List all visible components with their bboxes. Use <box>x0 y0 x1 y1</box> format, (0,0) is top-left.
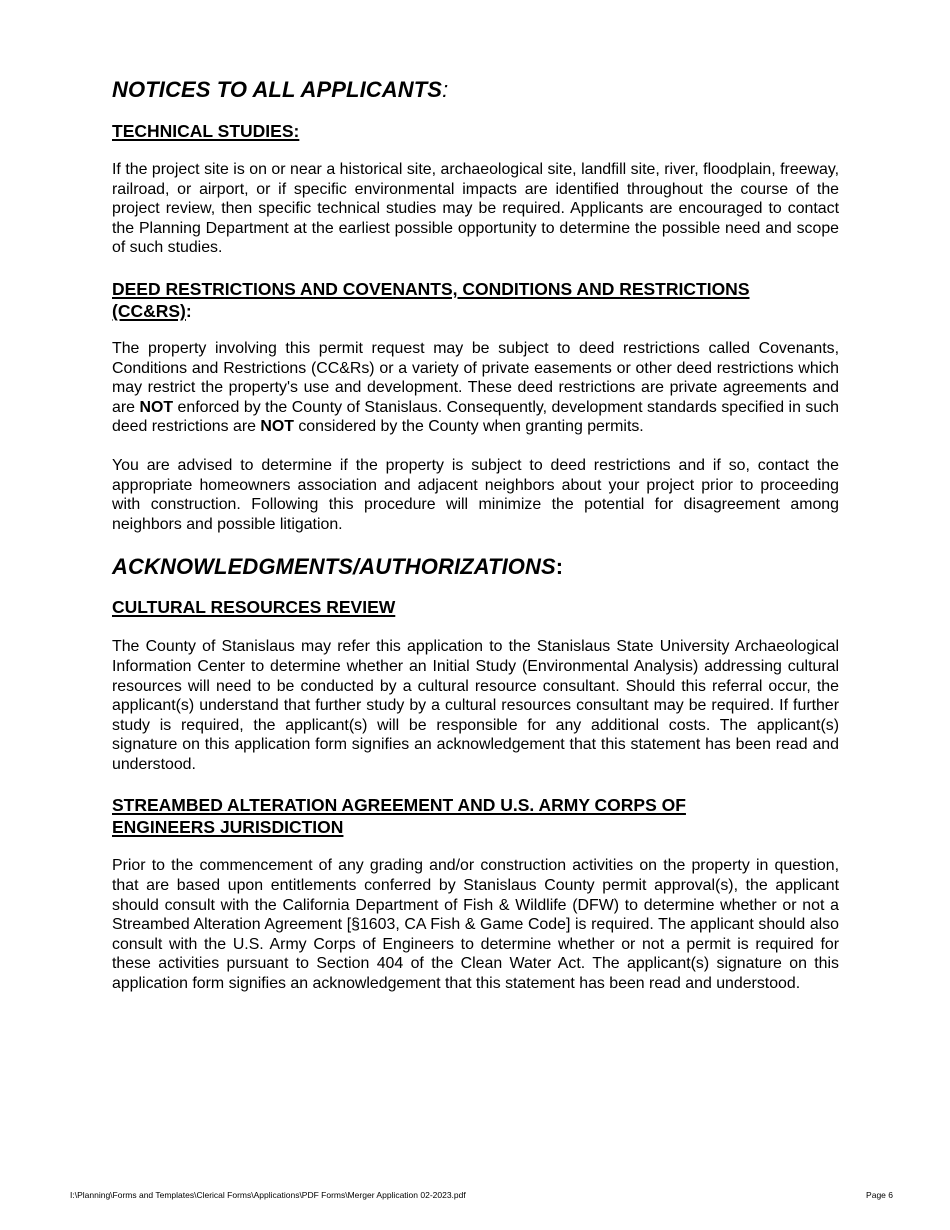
technical-studies-title-text: TECHNICAL STUDIES: <box>112 121 300 141</box>
deed-restrictions-title-line2: (CC&RS) <box>112 300 186 321</box>
deed-restrictions-body-1 <box>112 339 839 437</box>
deed-p1-bold2: NOT <box>260 418 294 436</box>
streambed-title-line1: STREAMBED ALTERATION AGREEMENT AND U.S. ARMY CORPS OF <box>112 795 686 816</box>
notices-heading-text: NOTICES TO ALL APPLICANTS <box>112 77 443 102</box>
cultural-resources-body: The County of Stanislaus may refer this application to the Stanislaus State University Archaeological Information Center to determine whether an Initial Study (Environmental Analysis) addressing cultural resources will need to be conducted by a cultural resource consultant. Should this referral occur, the applicant(s) understand that further study by a cultural resources consultant may be required. If further study is required, the applicant(s) will be responsible for any additional costs. The applicant(s) signature on this application form signifies an acknowledgement that this statement has been read and understood. <box>112 638 839 773</box>
deed-p1-part2: enforced by the County of Stanislaus. Consequently, development standards specified in such deed restrictions are <box>112 398 839 436</box>
footer-file-path: I:\Planning\Forms and Templates\Clerical Forms\Applications\PDF Forms\Merger Application 02-2023.pdf <box>70 1190 466 1200</box>
footer-page-number: Page 6 <box>866 1190 893 1200</box>
deed-p1-part3: considered by the County when granting permits. <box>293 418 644 436</box>
deed-restrictions-title-line1: DEED RESTRICTIONS AND COVENANTS, CONDITIONS AND RESTRICTIONS <box>112 278 750 299</box>
deed-p1-bold1: NOT <box>139 398 174 416</box>
technical-studies-title <box>112 120 839 142</box>
streambed-title-line2: ENGINEERS JURISDICTION <box>112 817 344 838</box>
deed-restrictions-title-colon: : <box>185 300 192 321</box>
deed-restrictions-title <box>112 278 839 322</box>
acknowledgments-heading-colon: : <box>555 554 564 580</box>
acknowledgments-heading-text: ACKNOWLEDGMENTS/AUTHORIZATIONS <box>112 554 556 580</box>
notices-heading <box>112 76 839 104</box>
technical-studies-body: If the project site is on or near a historical site, archaeological site, landfill site, river, floodplain, freeway, railroad, or airport, or if specific environmental impacts are identified throughout the course of the project review, then specific technical studies may be required. Applicants are encouraged to contact the Planning Department at the earliest possible opportunity to determine the possible need and scope of such studies. <box>112 161 839 257</box>
cultural-resources-title-text: CULTURAL RESOURCES REVIEW <box>112 597 396 618</box>
deed-p1-part1: The property involving this permit request may be subject to deed restrictions called Covenants, Conditions and Restrictions (CC&Rs) or a variety of private easements or other deed restrictions which may restrict the property's use and development. These deed restrictions are private agreements and are <box>112 339 839 416</box>
acknowledgments-heading <box>112 553 839 581</box>
notices-heading-colon: : <box>442 77 449 102</box>
document-page <box>112 76 839 994</box>
streambed-title <box>112 794 839 838</box>
cultural-resources-title <box>112 596 839 618</box>
streambed-body: Prior to the commencement of any grading and/or construction activities on the property in question, that are based upon entitlements conferred by Stanislaus County permit approval(s), the applicant should consult with the California Department of Fish & Wildlife (DFW) to determine whether or not a Streambed Alteration Agreement [§1603, CA Fish & Game Code] is required. The applicant should also consult with the U.S. Army Corps of Engineers to determine whether or not a permit is required for these activities pursuant to Section 404 of the Clean Water Act. The applicant(s) signature on this application form signifies an acknowledgement that this statement has been read and understood. <box>112 857 839 993</box>
deed-restrictions-body-2: You are advised to determine if the property is subject to deed restrictions and if so, contact the appropriate homeowners association and adjacent neighbors about your project prior to proceeding with construction. Following this procedure will minimize the potential for disagreement among neighbors and possible litigation. <box>112 456 839 533</box>
